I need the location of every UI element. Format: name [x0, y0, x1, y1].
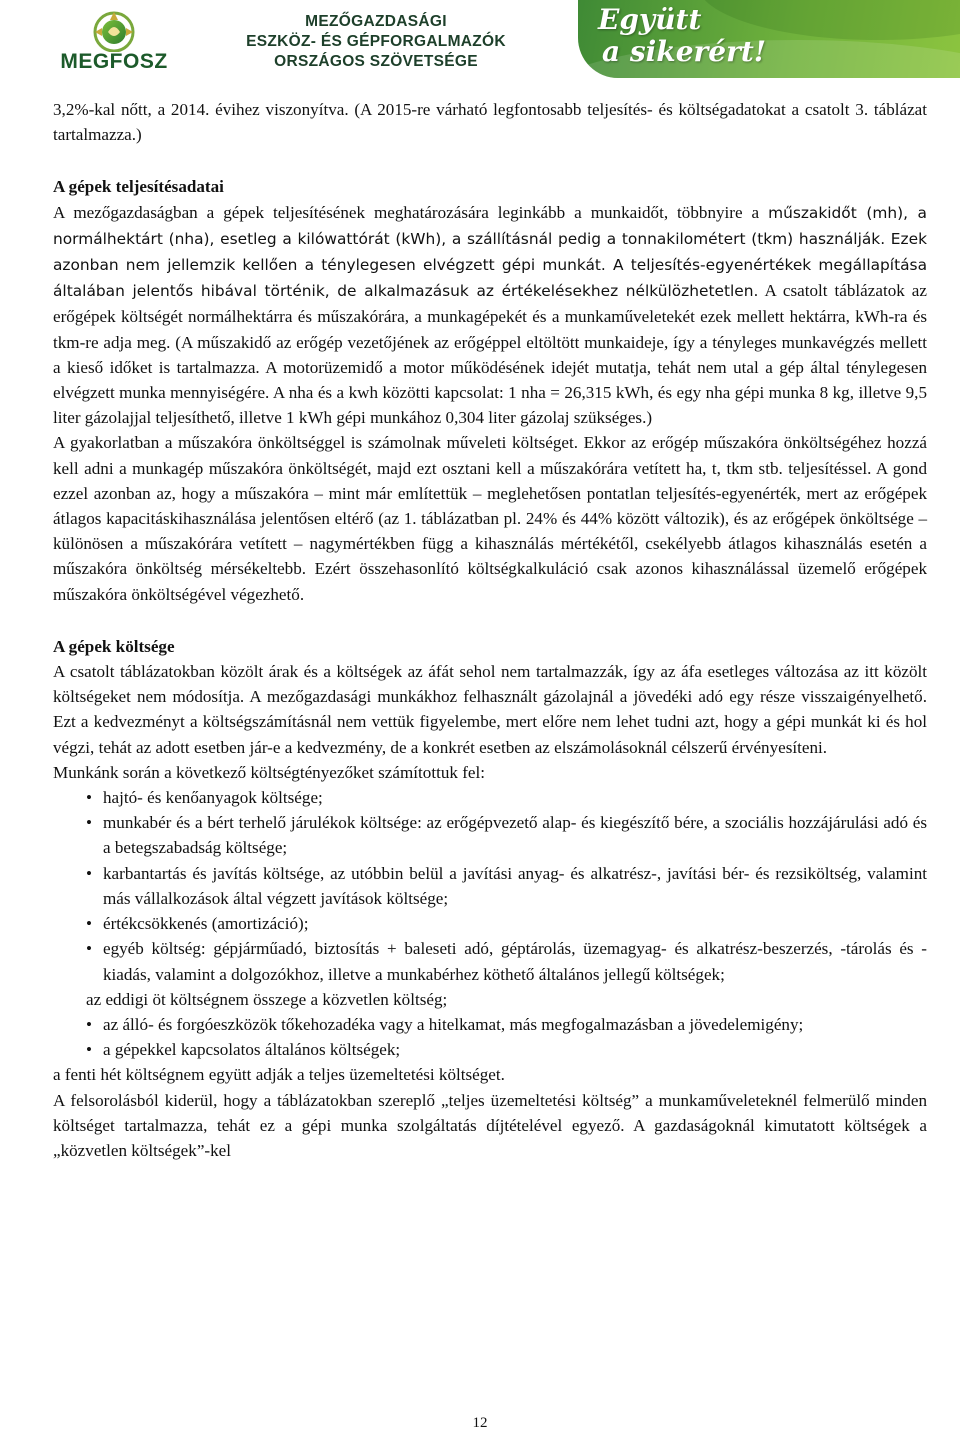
text-run: A mezőgazdaságban a gépek teljesítésének meghatározására leginkább a munkaidőt, többnyire a [53, 202, 769, 222]
paragraph-vat: A csatolt táblázatokban közölt árak és a költségek az áfát sehol nem tartalmazzák, így az áfa esetleges változása az itt közölt költségeket nem módosítja. A mezőgazdasági munkákhoz felhasznált gázolajnál a jövedéki adó egy része visszaigényelhető. Ezt a kedvezményt a költségszámításnál nem vettük figyelembe, mert előre nem lehet tudni azt, hogy a gépi munkát ki és hol végzi, tehát az adott esetben jár-e a kedvezmény, de a konkrét esetben az elszámolásoknál célszerű érvényesíteni. [53, 662, 927, 757]
paragraph-list-intro: Munkánk során a következő költségtényezőket számítottuk fel: [53, 762, 485, 782]
association-line-2: ESZKÖZ- ÉS GÉPFORGALMAZÓK [246, 33, 506, 50]
paragraph-conclusion: A felsorolásból kiderül, hogy a táblázatokban szereplő „teljes üzemeltetési költség” a munkaműveleteknél felmerülő minden költséget tartalmazza, tehát ez a gépi munka szolgáltatás díjtételével egyező. A gazdaságoknál kimutatott költségek a „közvetlen költségek”-kel [53, 1090, 927, 1160]
list-item: • az álló- és forgóeszközök tőkehozadéka vagy a hitelkamat, más megfogalmazásban a jövedelemigény; [53, 1012, 927, 1037]
paragraph-direct-cost: az eddigi öt költségnem összege a közvetlen költség; [86, 989, 448, 1009]
document-body [53, 97, 927, 1163]
paragraph-total-cost: a fenti hét költségnem együtt adják a teljes üzemeltetési költséget. [53, 1065, 505, 1085]
logo-wordmark: MEGFOSZ [60, 50, 168, 73]
association-line-3: ORSZÁGOS SZÖVETSÉGE [274, 53, 478, 70]
section-heading-performance: A gépek teljesítésadatai [53, 177, 224, 197]
slogan-banner [578, 0, 960, 78]
list-item: • értékcsökkenés (amortizáció); [53, 911, 927, 936]
list-item: • a gépekkel kapcsolatos általános költségek; [53, 1037, 927, 1062]
association-name [196, 12, 556, 72]
cost-factor-list-2 [53, 1012, 927, 1062]
list-item: • karbantartás és javítás költsége, az utóbbin belül a javítási anyag- és alkatrész-, javítási bér- és rezsiköltség, valamint más vállalkozások által végzett javítások költsége; [53, 861, 927, 911]
paragraph-intro: 3,2%-kal nőtt, a 2014. évihez viszonyítva. (A 2015-re várható legfontosabb teljesítés- és költségadatokat a csatolt 3. táblázat tartalmazza.) [53, 100, 927, 145]
page-number: 12 [472, 1415, 488, 1431]
paragraph-practice: A gyakorlatban a műszakóra önköltséggel is számolnak műveleti költséget. Ekkor az erőgép műszakóra önköltségéhez hozzá kell adni a munkagép műszakóra önköltségét, majd ezt osztani kell a műszakórára vetített ha, t, tkm stb. teljesítéssel. A gond ezzel azonban az, hogy a műszakóra – mint már említettük – meglehetősen pontatlan teljesítés-egyenérték, mert az erőgépek átlagos kapacitáskihasználása jelentősen eltérő (az 1. táblázatban pl. 24% és 44% között változik), és az erőgépek önköltsége – különösen a műszakórára vetített – nagymértékben függ a kihasználás mértékétől, csekélyebb átlagos kihasználás esetén a műszakóra önköltség mérsékeltebb. Ezért összehasonlító költségkalkuláció csak azonos kihasználással üzemelő erőgépek műszakóra önköltségével végezhető. [53, 433, 927, 604]
slogan-text [598, 4, 766, 68]
slogan-line-2: a sikerért! [602, 35, 767, 68]
cost-factor-list [53, 785, 927, 987]
header-banner [0, 0, 960, 78]
list-item: • hajtó- és kenőanyagok költsége; [53, 785, 927, 810]
logo-emblem-icon [60, 6, 168, 52]
megfosz-logo [60, 6, 168, 76]
association-line-1: MEZŐGAZDASÁGI [305, 13, 447, 30]
slogan-line-1: Együtt [598, 3, 702, 36]
section-heading-costs: A gépek költsége [53, 636, 175, 656]
text-run-sans: műszakidőt (mh), a normálhektárt (nha), esetleg a kilówattórát (kWh), a szállításnál pedig a tonnakilométert (tkm) használják. Ezek azonban nem jellemzik kellően a ténylegesen elvégzett gépi munkát. A teljesítés-egyenértékek megállapítása általában jelentős hibával történik, de alkalmazásuk az értékelésekhez nélkülözhetetlen. [53, 203, 927, 301]
text-run: A csatolt táblázatok az erőgépek költségét normálhektárra és műszakórára, a munkagépekét és a munkaműveletekét ezek mellett hektárra, kWh-ra és tkm-re adja meg. (A műszakidő az erőgép vezetőjének az erőgéppel eltöltött munkaideje, így a tényleges munkavégzés mellett a kieső időket is tartalmazza. A motorüzemidő a motor működésének idejét mutatja, tehát nem utal a gép által ténylegesen elvégzett munka mennyiségére. A nha és a kwh közötti kapcsolat: 1 nha = 26,315 kWh, és egy nha gépi munka 8 kg, illetve 9,5 liter gázolajjal teljesíthető, illetve 1 kWh gépi munkához 0,304 liter gázolaj szükséges.) [53, 281, 927, 428]
list-item: • egyéb költség: gépjárműadó, biztosítás + baleseti adó, géptárolás, üzemagyag- és alkatrész-beszerzés, -tárolás és -kiadás, valamint a dolgozókhoz, illetve a munkabérhez köthető általános jellegű költségek; [53, 936, 927, 986]
paragraph-performance [53, 200, 927, 431]
list-item: • munkabér és a bért terhelő járulékok költsége: az erőgépvezető alap- és kiegészítő bére, a szociális hozzájárulási adó és a betegszabadság költsége; [53, 810, 927, 860]
